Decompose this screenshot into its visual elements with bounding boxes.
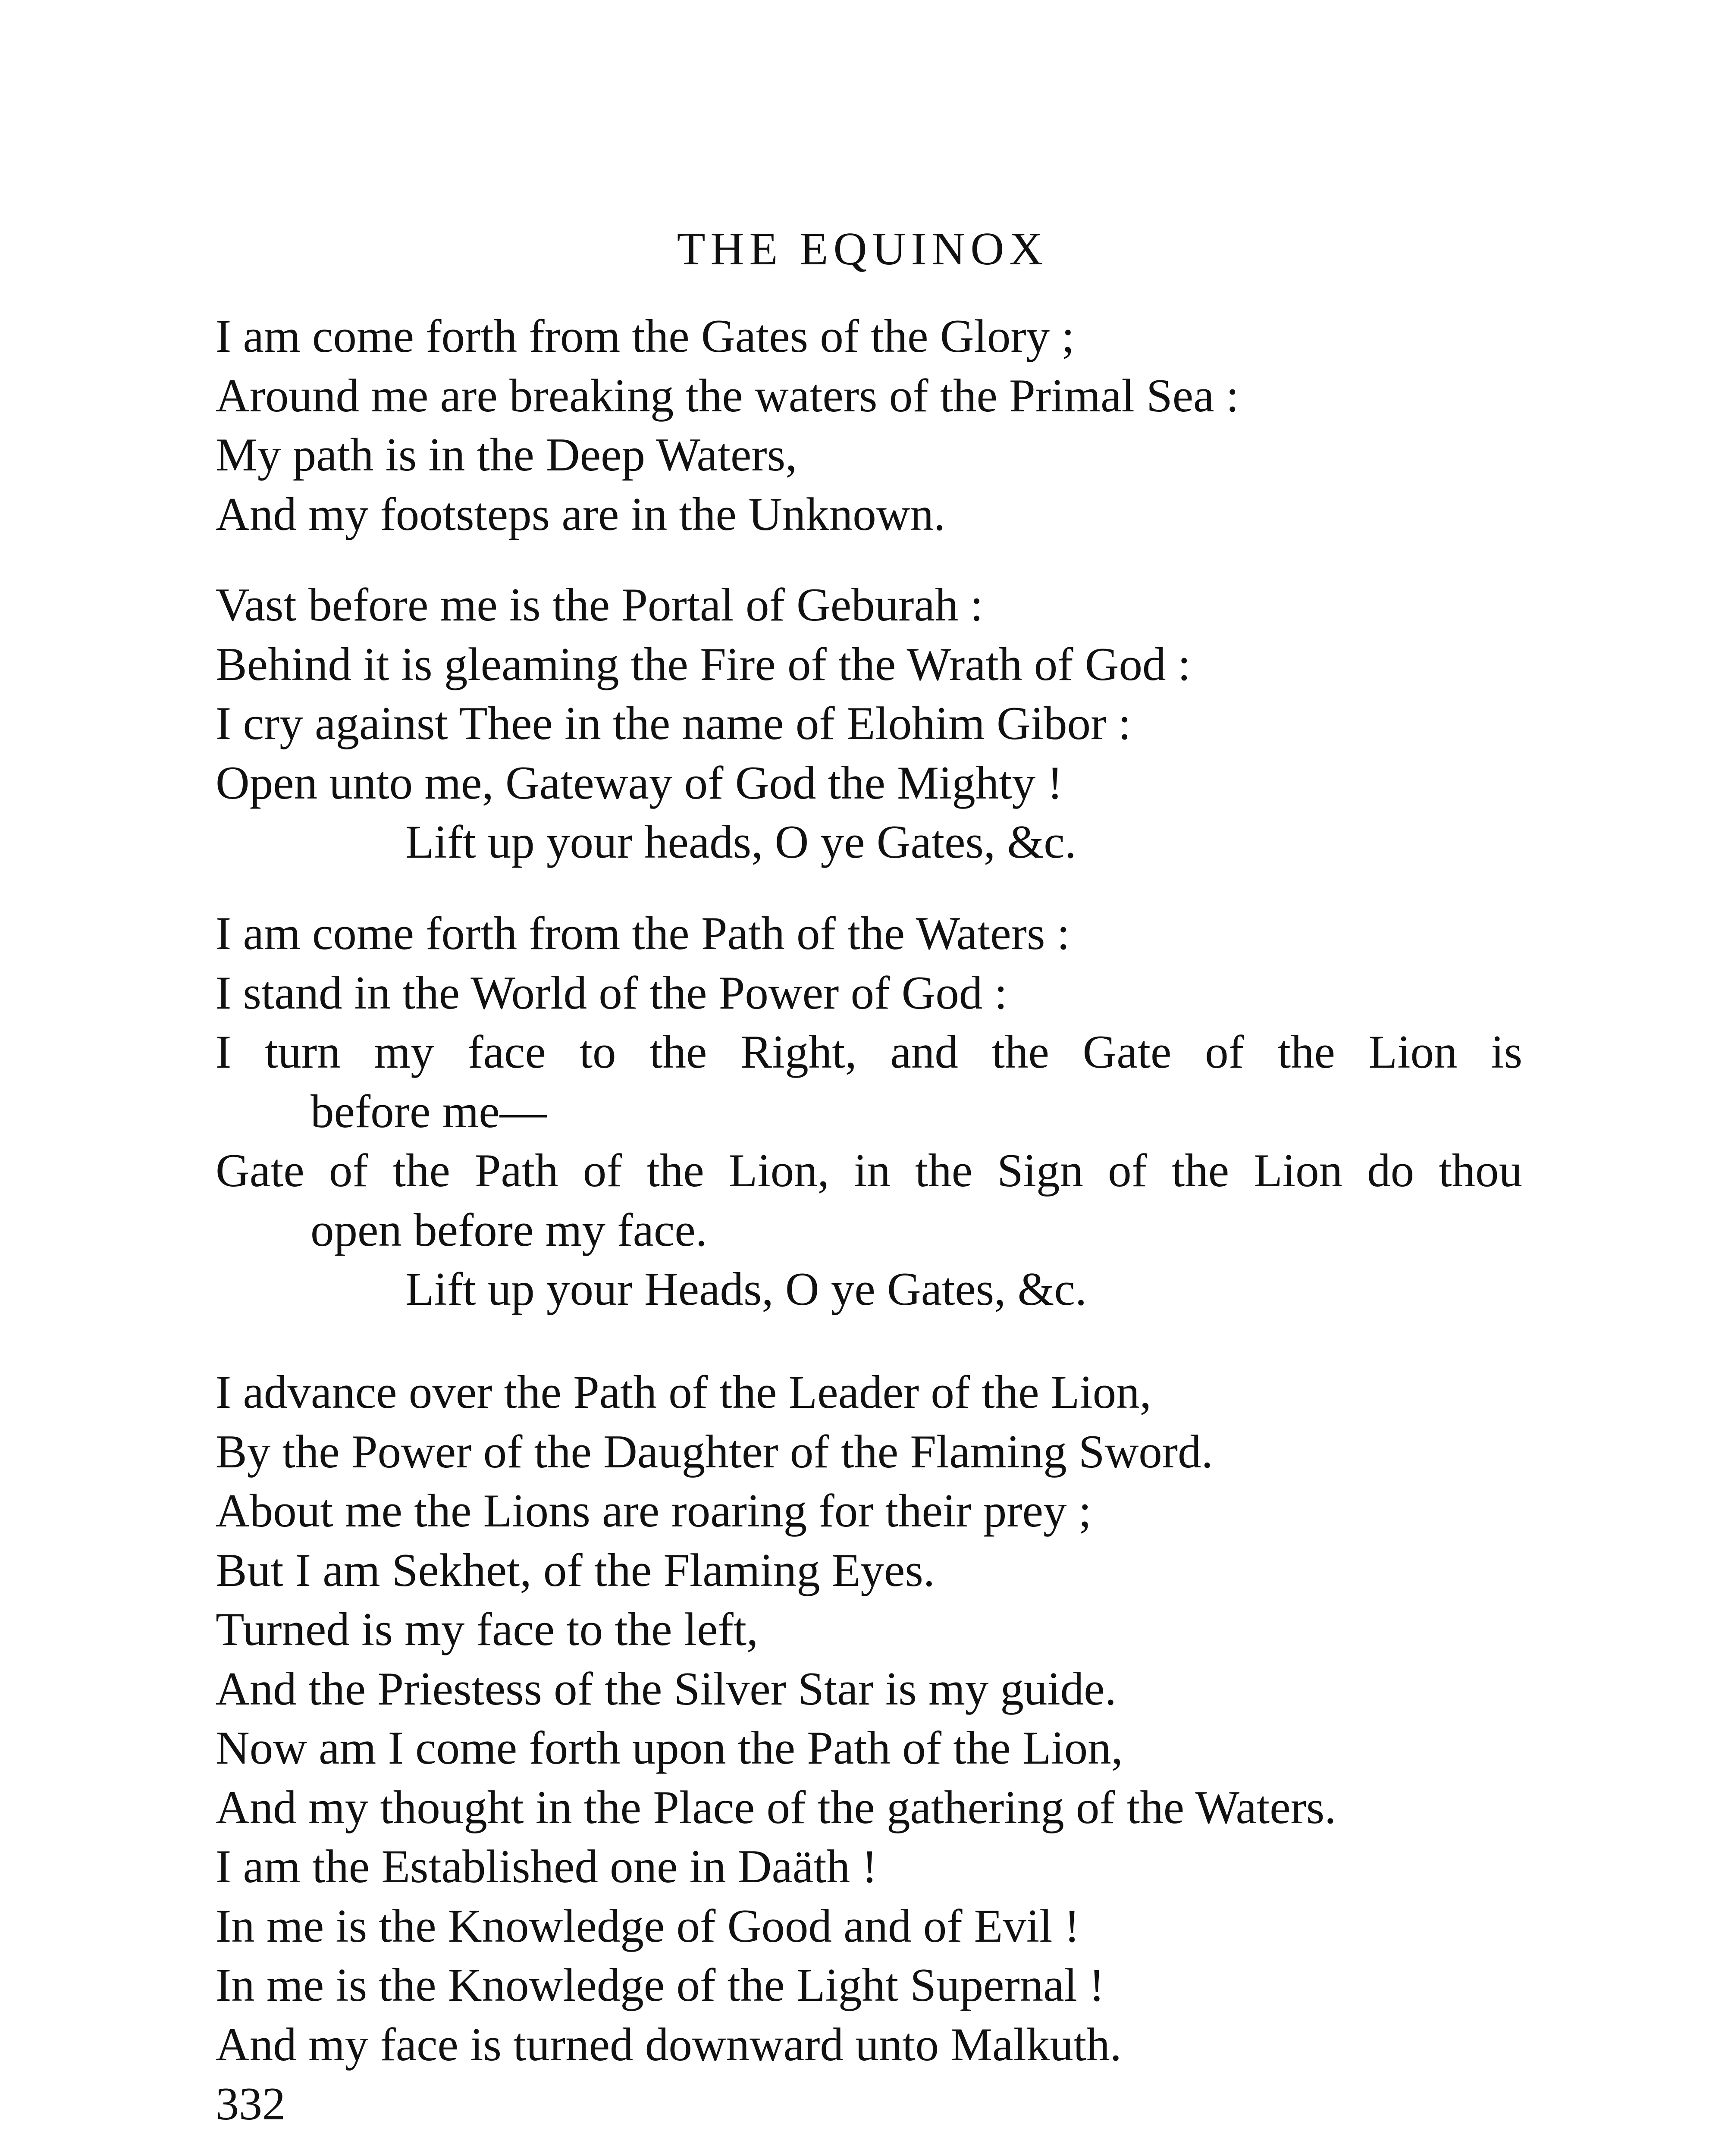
verse-line: And the Priestess of the Silver Star is my guide. xyxy=(216,1662,1117,1715)
stanza-2 xyxy=(216,575,1552,872)
verse-line: In me is the Knowledge of Good and of Evil ! xyxy=(216,1899,1080,1952)
refrain-line: Lift up your heads, O ye Gates, &c. xyxy=(405,816,1076,868)
running-head: THE EQUINOX xyxy=(677,223,1048,275)
verse-line: My path is in the Deep Waters, xyxy=(216,429,797,481)
stanza-4 xyxy=(216,1363,1552,2074)
verse-line: Now am I come forth upon the Path of the Lion, xyxy=(216,1722,1123,1774)
verse-line: And my thought in the Place of the gathering of the Waters. xyxy=(216,1781,1336,1833)
verse-line-continuation: open before my face. xyxy=(310,1203,707,1256)
verse-line: Around me are breaking the waters of the Primal Sea : xyxy=(216,369,1239,422)
verse-line: About me the Lions are roaring for their prey ; xyxy=(216,1485,1091,1537)
verse-line: I am the Established one in Daäth ! xyxy=(216,1840,878,1893)
verse-line-continuation: before me— xyxy=(310,1085,547,1138)
verse-line: Behind it is gleaming the Fire of the Wrath of God : xyxy=(216,638,1191,690)
refrain-line: Lift up your Heads, O ye Gates, &c. xyxy=(405,1263,1087,1315)
verse-line: I am come forth from the Path of the Waters : xyxy=(216,907,1070,959)
verse-line: Open unto me, Gateway of God the Mighty ! xyxy=(216,756,1063,809)
verse-line: Vast before me is the Portal of Geburah : xyxy=(216,579,983,631)
verse-line: I am come forth from the Gates of the Glory ; xyxy=(216,310,1075,362)
verse-line: I cry against Thee in the name of Elohim Gibor : xyxy=(216,697,1131,749)
stanza-3 xyxy=(216,904,1552,1319)
stanza-1 xyxy=(216,307,1552,544)
verse-line: Gate of the Path of the Lion, in the Sign of the Lion do thou xyxy=(216,1144,1522,1197)
verse-line: I stand in the World of the Power of God : xyxy=(216,966,1007,1019)
verse-line: I advance over the Path of the Leader of the Lion, xyxy=(216,1366,1151,1418)
verse-line: And my face is turned downward unto Malkuth. xyxy=(216,2018,1122,2071)
verse-line: And my footsteps are in the Unknown. xyxy=(216,488,946,540)
verse-line: But I am Sekhet, of the Flaming Eyes. xyxy=(216,1544,935,1596)
page-number: 332 xyxy=(216,2078,285,2130)
verse-line: By the Power of the Daughter of the Flaming Sword. xyxy=(216,1425,1213,1478)
verse-line: I turn my face to the Right, and the Gate of the Lion is xyxy=(216,1026,1522,1078)
verse-line: Turned is my face to the left, xyxy=(216,1603,759,1655)
verse-line: In me is the Knowledge of the Light Supernal ! xyxy=(216,1959,1105,2011)
